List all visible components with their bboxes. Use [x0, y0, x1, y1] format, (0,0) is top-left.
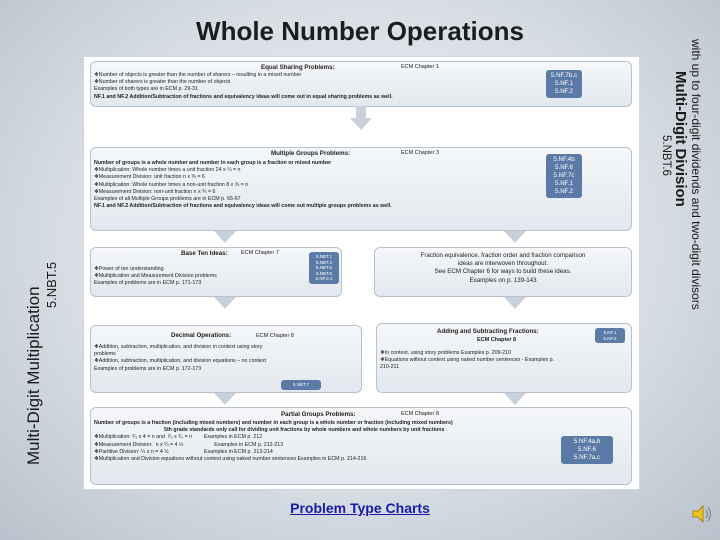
- fraction-equivalence-line: ideas are interwoven throughout.: [457, 260, 549, 268]
- base-ten-box: [90, 247, 342, 297]
- base-ten-line: Examples of problems are in ECM p. 171-173: [94, 280, 202, 287]
- decimal-operations-standards-tag: 5.NBT.7: [281, 380, 321, 390]
- partial-groups-line: ❖Measurement Division: n x ¼ = 4 ½ Examples in ECM p. 212-213: [94, 441, 284, 448]
- multiple-groups-line: ❖Measurement Division: unit fraction n x ¾ = 6: [94, 174, 205, 181]
- decimal-operations-chapter: ECM Chapter 8: [256, 333, 294, 339]
- partial-groups-standards-tag: 5.NF.4a,b 5.NF.6 5.NF.7a,c: [561, 436, 613, 464]
- flow-arrow-down: [214, 393, 236, 405]
- equal-sharing-line: ❖Number of sharers is greater than the number of objects: [94, 79, 231, 86]
- adding-subtracting-standards-tag: 5.NF.1 5.NF.2: [595, 328, 625, 343]
- multiple-groups-line: Number of groups is a whole number and number in each group is a fraction or mixed number: [94, 160, 332, 166]
- multiplication-heading: Multi-Digit Multiplication: [24, 286, 43, 465]
- adding-subtracting-heading: Adding and Subtracting Fractions:: [437, 328, 539, 335]
- equal-sharing-line: Examples of both types are in ECM p. 29-31: [94, 86, 198, 93]
- base-ten-chapter: ECM Chapter 7: [241, 250, 279, 256]
- flow-arrow-down: [504, 297, 526, 309]
- decimal-operations-line: Examples of problems are in ECM p. 172-173: [94, 365, 202, 372]
- adding-subtracting-line: ❖Equations without context using naked number sentences - Examples p.: [380, 357, 555, 364]
- partial-groups-line: ❖Multiplication: ²⁄₃ x 4 = n and ²⁄₃ x ³⁄₄ = n Examples in ECM p. 212: [94, 434, 263, 441]
- flow-arrow-stem: [356, 106, 366, 118]
- flow-arrow-down: [504, 393, 526, 405]
- partial-groups-line: Number of groups is a fraction (including mixed numbers) and number in each group is a whole number or fraction (including mixed numbers): [94, 420, 453, 426]
- equal-sharing-chapter: ECM Chapter 1: [401, 64, 439, 70]
- adding-subtracting-line: ❖In context, using story problems Examples p. 209-210: [380, 350, 512, 356]
- base-ten-heading: Base Ten Ideas:: [181, 250, 228, 257]
- base-ten-line: ❖Multiplication and Measurement Division problems: [94, 273, 217, 280]
- decimal-operations-line: ❖Addition, subtraction, multiplication, and division in context using story: [94, 344, 263, 350]
- multiple-groups-line: Examples of all Multiple Groups problems are in ECM p. 65-67: [94, 196, 241, 203]
- decimal-operations-line: problems: [94, 351, 116, 358]
- partial-groups-line: ❖Multiplication and Division equations without context using naked number sentences Examples in ECM p. 214-216: [94, 456, 367, 463]
- flow-arrow-down: [504, 231, 526, 243]
- flow-arrow-down: [350, 118, 372, 130]
- problem-type-chart: [83, 56, 640, 490]
- adding-subtracting-chapter: ECM Chapter 8: [477, 337, 517, 343]
- right-vertical-label: [660, 39, 703, 475]
- partial-groups-line: ❖Partitive Division: ¼ x n = 4 ½ Examples in ECM p. 213-214: [94, 448, 273, 455]
- multiple-groups-chapter: ECM Chapter 3: [401, 150, 439, 156]
- division-subheading: with up to four-digit dividends and two-digit divisors: [689, 39, 703, 310]
- equal-sharing-standards-tag: 5.NF.7b,c 5.NF.1 5.NF.2: [546, 70, 582, 98]
- flow-arrow-down: [214, 231, 236, 243]
- fraction-equivalence-line: Fraction equivalence, fraction order and fraction comparison: [420, 252, 586, 259]
- multiple-groups-line: ❖Measurement Division: non-unit fraction n x ¾ = 6: [94, 188, 216, 195]
- multiple-groups-line: NF.1 and NF.2 Addition/Subtraction of fractions and equivalency ideas will come out multiple groups problems as well.: [94, 203, 392, 210]
- problem-type-charts-link[interactable]: Problem Type Charts: [290, 500, 430, 516]
- division-standard: 5.NBT.6: [660, 135, 672, 176]
- partial-groups-line: 5th grade standards only call for dividing unit fractions by whole numbers and whole numbers by unit fractions: [164, 427, 445, 434]
- multiple-groups-standards-tag: 5.NF.4b 5.NF.6 5.NF.7c 5.NF.1 5.NF.2: [546, 154, 582, 198]
- decimal-operations-line: ❖Addition, subtraction, multiplication, and division equations – no context: [94, 358, 266, 365]
- base-ten-standards-tag: 5.NBT.1 5.NBT.2 5.NBT.5 5.NBT.6 5.NF.3.1: [309, 252, 339, 284]
- multiple-groups-heading: Multiple Groups Problems:: [271, 150, 351, 157]
- decimal-operations-heading: Decimal Operations:: [171, 332, 232, 339]
- partial-groups-heading: Partial Groups Problems:: [281, 411, 356, 418]
- adding-subtracting-line: 210-211: [380, 364, 400, 371]
- multiple-groups-line: ❖Multiplication: Whole number times a unit fraction 24 x ¼ = n: [94, 167, 241, 174]
- equal-sharing-line: NF.1 and NF.2 Addition/Subtraction of fractions and equivalency ideas will come out in equal sharing problems as well.: [94, 93, 393, 100]
- multiple-groups-box: [90, 147, 632, 231]
- adding-subtracting-box: [376, 323, 632, 393]
- fraction-equivalence-line: See ECM Chapter 6 for ways to build these ideas.: [434, 268, 572, 276]
- fraction-equivalence-box: [374, 247, 632, 297]
- speaker-icon[interactable]: [690, 502, 714, 526]
- partial-groups-chapter: ECM Chapter 8: [401, 411, 439, 417]
- multiplication-standard: 5.NBT.5: [44, 261, 59, 309]
- division-heading: Multi-Digit Division: [672, 71, 689, 207]
- decimal-operations-box: [90, 325, 362, 393]
- equal-sharing-line: ❖Number of objects is greater than the number of sharers – resulting in a mixed number: [94, 72, 302, 78]
- page-title: Whole Number Operations: [196, 16, 524, 46]
- base-ten-line: ❖Power of ten understanding: [94, 266, 164, 272]
- flow-arrow-down: [214, 297, 236, 309]
- equal-sharing-box: [90, 61, 632, 107]
- partial-groups-box: [90, 407, 632, 485]
- multiple-groups-line: ❖Multiplication: Whole number times a non-unit fraction 8 x ¾ = n: [94, 181, 249, 188]
- left-vertical-label: [24, 65, 59, 465]
- fraction-equivalence-line: Examples on p. 139-143: [469, 276, 537, 284]
- equal-sharing-heading: Equal Sharing Problems:: [261, 64, 335, 71]
